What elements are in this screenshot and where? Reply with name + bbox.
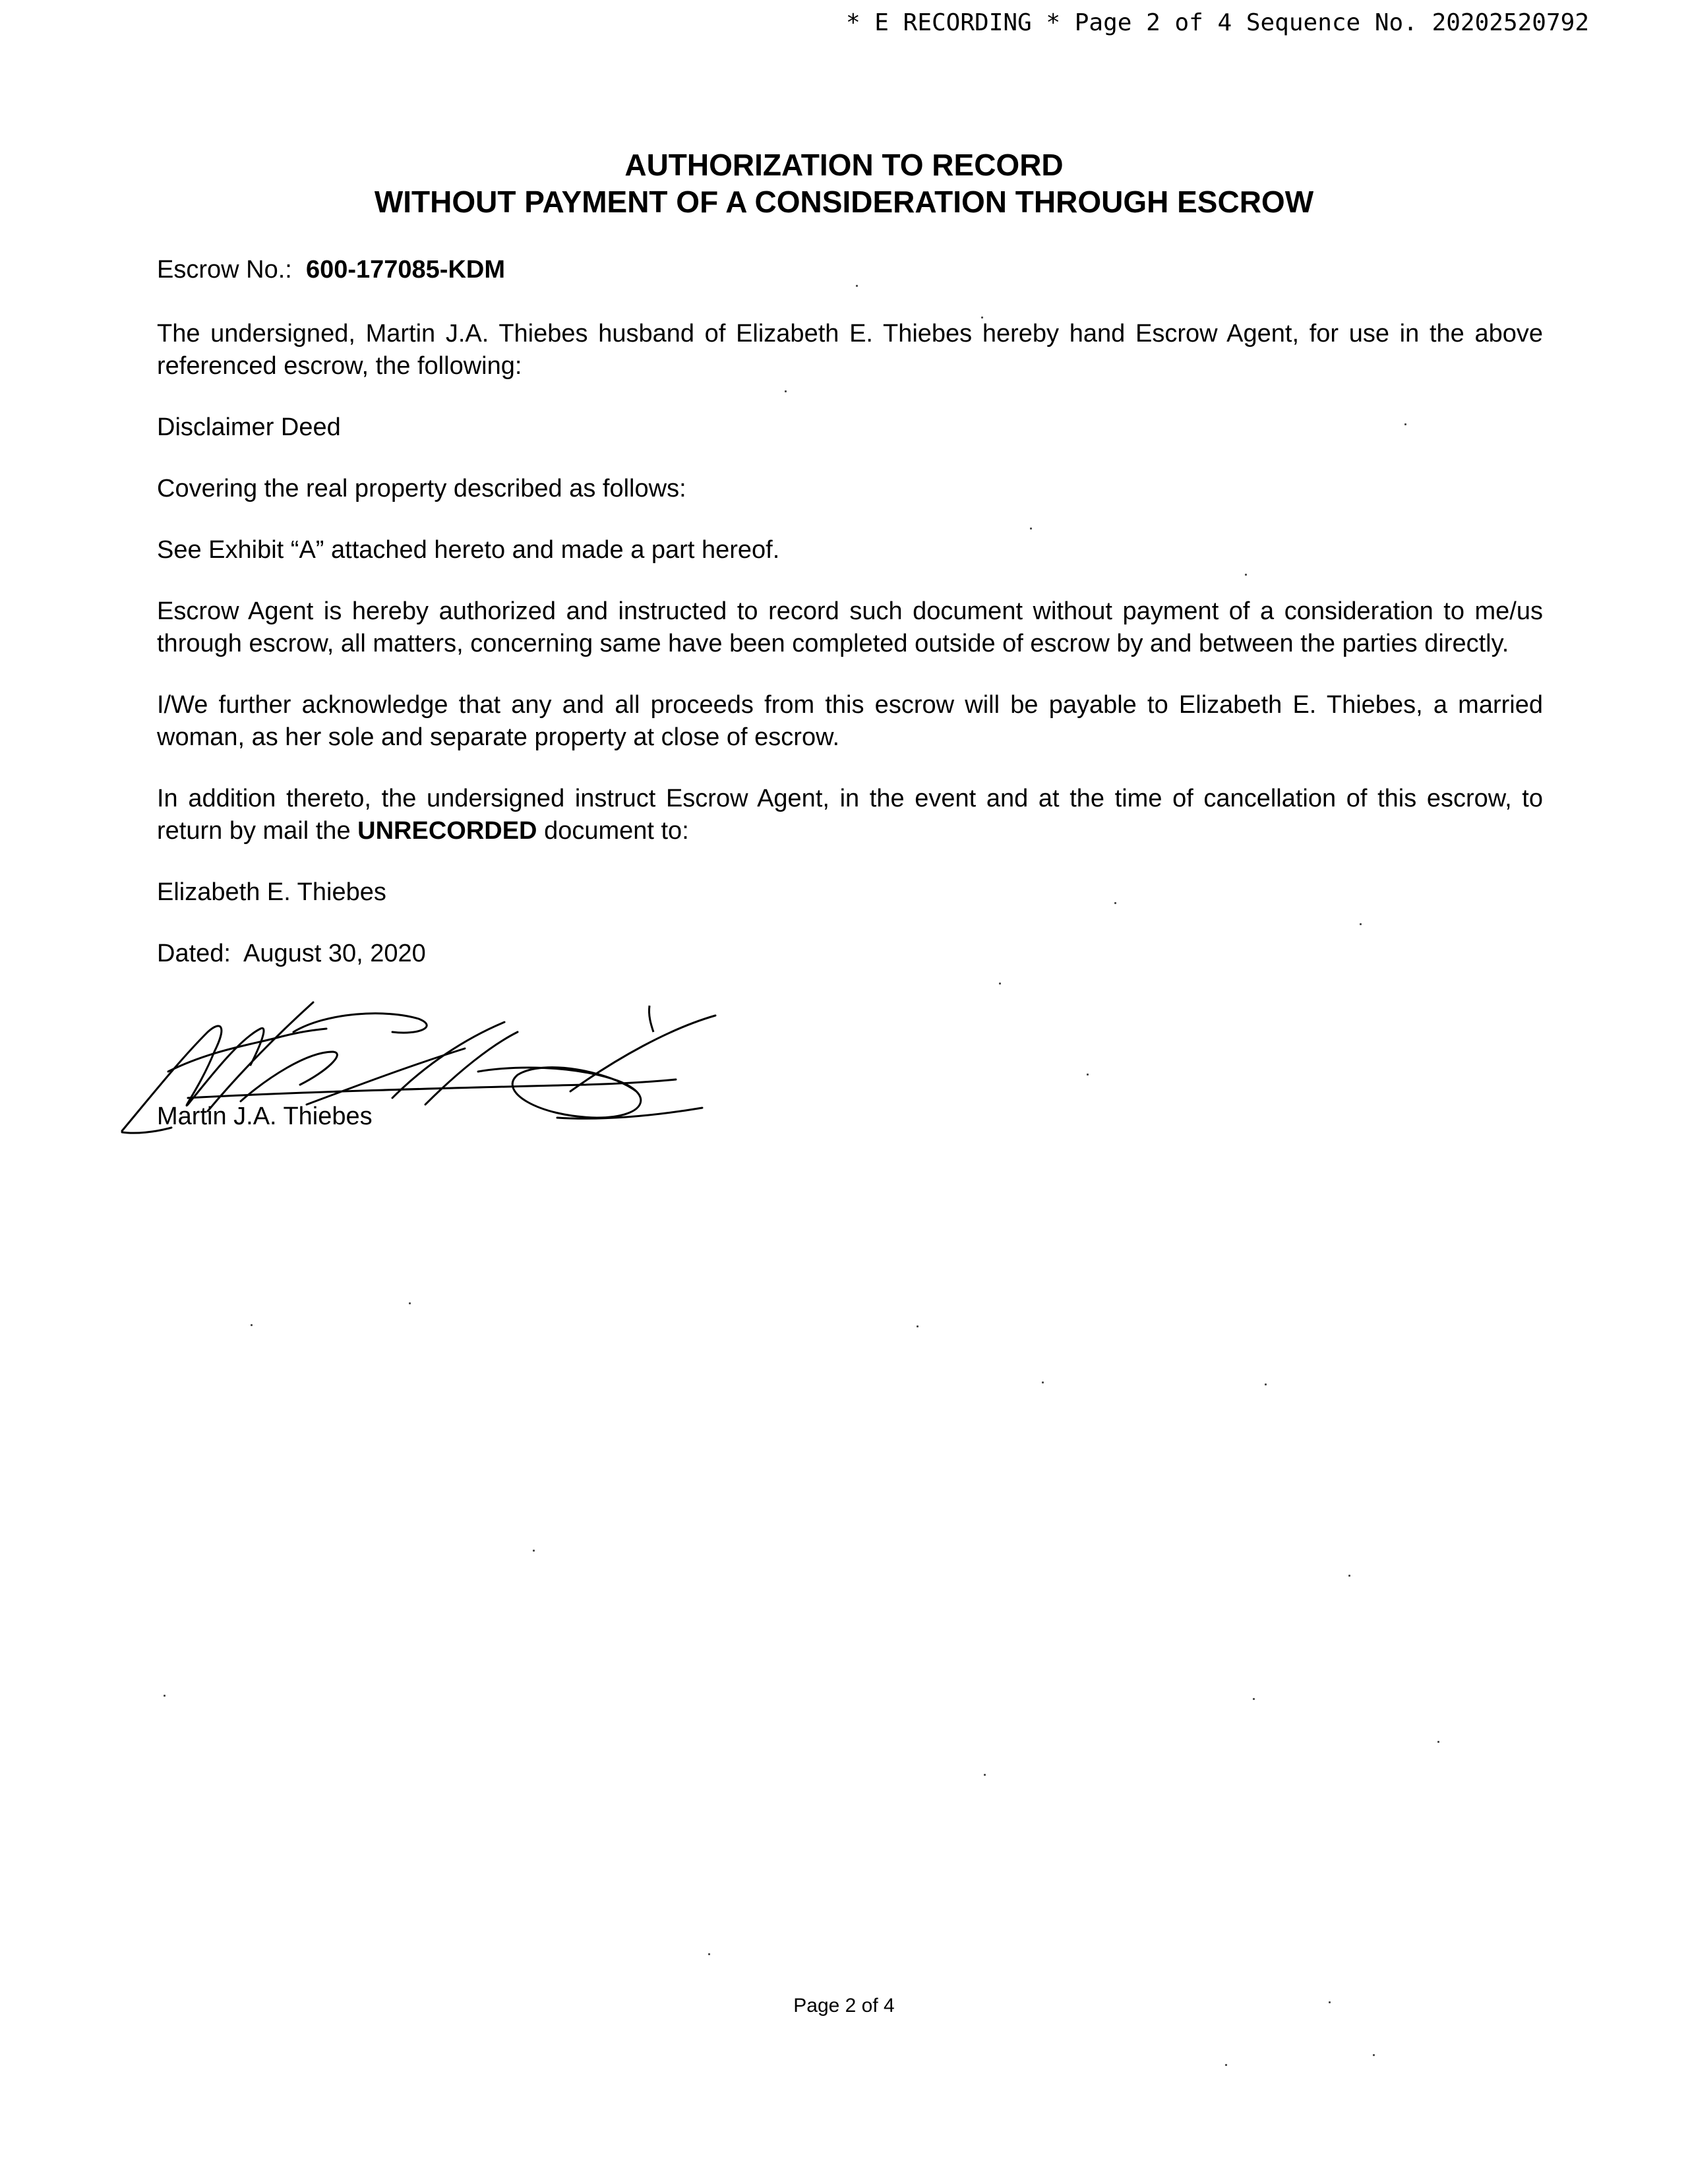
scan-speck [1329,2001,1331,2003]
dated-value: August 30, 2020 [243,940,426,967]
dated-label: Dated: [157,940,231,967]
scan-speck [1373,2054,1375,2056]
signer-name: Martin J.A. Thiebes [157,1103,373,1130]
escrow-number: 600-177085-KDM [305,256,506,284]
intro-paragraph: The undersigned, Martin J.A. Thiebes husband of Elizabeth E. Thiebes hereby hand Escrow Agent, for use in the above referenced escrow, the following: [157,320,1543,380]
scan-speck [1348,1575,1350,1577]
scan-speck [1114,902,1116,904]
scan-speck [917,1325,919,1327]
scan-speck [1404,423,1406,425]
scan-speck [1437,1741,1439,1743]
scan-speck [1253,1698,1255,1700]
document-title-line1: AUTHORIZATION TO RECORD [624,148,1064,182]
scan-speck [251,1324,253,1326]
cancellation-paragraph [157,783,1543,847]
exhibit-paragraph: See Exhibit “A” attached hereto and made a part hereof. [157,536,780,564]
scan-speck [1225,2064,1227,2066]
scan-speck [1265,1383,1267,1385]
recording-stamp: * E RECORDING * Page 2 of 4 Sequence No. 20202520792 [845,9,1589,36]
scan-speck [164,1695,166,1697]
cancellation-text: In addition thereto, the undersigned instruct Escrow Agent, in the event and at the time of cancellation of this escrow, to return by mail the [157,785,1543,845]
covering-paragraph: Covering the real property described as follows: [157,475,686,502]
scan-speck [999,983,1001,985]
scan-speck [708,1953,710,1955]
document-body [157,254,1543,999]
cancellation-text-end: document to: [544,817,689,845]
unrecorded-emphasis: UNRECORDED [357,817,537,845]
scan-speck [785,390,787,392]
scan-speck [1030,528,1032,530]
return-recipient: Elizabeth E. Thiebes [157,878,386,906]
scan-speck [1360,923,1362,925]
scan-speck [984,1774,986,1776]
scan-speck [1042,1381,1044,1383]
scan-speck [1087,1074,1089,1076]
scan-speck [981,317,983,318]
scan-speck [409,1302,411,1304]
page-number-footer: Page 2 of 4 [793,1995,895,2017]
acknowledge-paragraph: I/We further acknowledge that any and all proceeds from this escrow will be payable to Elizabeth E. Thiebes, a married woman, as her sole and separate property at close of escrow. [157,691,1543,751]
scan-speck [1245,574,1247,576]
document-title-line2: WITHOUT PAYMENT OF A CONSIDERATION THROUGH ESCROW [374,185,1314,219]
instruction-paragraph: Escrow Agent is hereby authorized and instructed to record such document without payment of a consideration to me/us through escrow, all matters, concerning same have been completed outside of escrow by and between the parties directly. [157,597,1543,657]
scan-speck [533,1550,535,1552]
escrow-label: Escrow No.: [157,256,292,284]
escrow-number-line [157,254,1543,286]
scan-speck [856,285,858,287]
dated-line [157,938,1543,970]
document-type: Disclaimer Deed [157,413,341,441]
